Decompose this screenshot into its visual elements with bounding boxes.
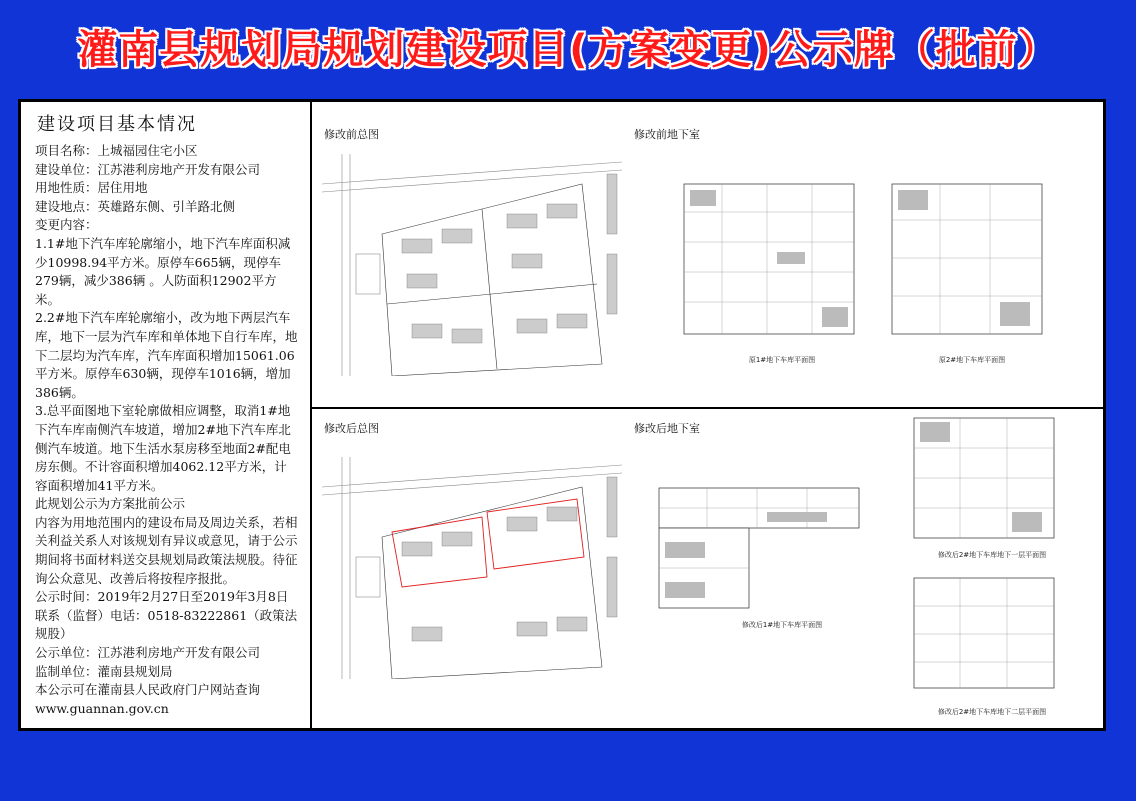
- info-line: 建设单位：江苏港利房地产开发有限公司: [35, 161, 261, 177]
- orig-basement-1-caption: 原1#地下车库平面图: [748, 356, 816, 364]
- section-divider: [312, 407, 1103, 409]
- page-title: 灌南县规划局规划建设项目(方案变更)公示牌（批前）: [77, 27, 1059, 73]
- info-line: 1.1#地下汽车库轮廓缩小，地下汽车库面积减少10998.94平方米。原停车665辆，现停车279辆，减少386辆 。人防面积12902平方米。: [35, 235, 291, 307]
- mod-basement-2-b1-caption: 修改后2#地下车库地下一层平面图: [937, 551, 1047, 559]
- info-line: 3.总平面图地下室轮廓做相应调整，取消1#地下汽车库南侧汽车坡道，增加2#地下汽车库北侧汽车坡道。地下生活水泵房移至地面2#配电房东侧。不计容面积增加4062.12平方米，计容面积增加41平方米。: [35, 403, 291, 493]
- orig-basement-1-plan: [682, 182, 862, 352]
- info-panel: [21, 102, 312, 728]
- info-line: 建设地点：英雄路东侧、引羊路北侧: [35, 198, 236, 214]
- before-site-plan: [322, 154, 630, 376]
- after-site-label: 修改后总图: [324, 422, 379, 435]
- mod-basement-1-caption: 修改后1#地下车库平面图: [741, 621, 823, 629]
- info-heading: 建设项目基本情况: [37, 114, 197, 135]
- before-site-label: 修改前总图: [324, 128, 379, 141]
- info-line: 公示时间：2019年2月27日至2019年3月8日: [35, 589, 289, 605]
- info-line: 变更内容：: [35, 217, 98, 233]
- info-line: 本公示可在灌南县人民政府门户网站查询: [35, 682, 261, 698]
- board-panel: [18, 99, 1106, 731]
- info-line: 此规划公示为方案批前公示: [35, 496, 186, 512]
- orig-basement-2-plan: [890, 182, 1050, 352]
- after-site-plan: [322, 457, 630, 679]
- info-line: 联系（监督）电话：0518-83222861（政策法规股）: [35, 607, 298, 642]
- info-line: 监制单位：灌南县规划局: [35, 663, 173, 679]
- info-line: 项目名称：上城福园住宅小区: [35, 143, 198, 158]
- info-line: www.guannan.gov.cn: [35, 700, 169, 716]
- orig-basement-2-caption: 原2#地下车库平面图: [938, 356, 1006, 364]
- mod-basement-2-b1-plan: [912, 412, 1072, 547]
- info-line: 公示单位：江苏港利房地产开发有限公司: [35, 645, 261, 661]
- info-line: 2.2#地下汽车库轮廓缩小，改为地下两层汽车库，地下一层为汽车库和单体地下自行车库，地下二层均为汽车库，汽车库面积增加15061.06平方米。原停车630辆，现停车1016辆，增加386辆。: [35, 310, 298, 400]
- drawings-panel: [312, 102, 1103, 728]
- mod-basement-2-b2-caption: 修改后2#地下车库地下二层平面图: [937, 708, 1047, 716]
- mod-basement-2-b2-plan: [912, 572, 1072, 697]
- before-basement-label: 修改前地下室: [634, 128, 700, 141]
- after-basement-label: 修改后地下室: [634, 422, 700, 435]
- info-line: 内容为用地范围内的建设布局及周边关系，若相关利益关系人对该规划有异议或意见，请于公示期间将书面材料送交县规划局政策法规股。待征询公众意见、改善后将按程序报批。: [35, 514, 298, 586]
- mod-basement-1-plan: [657, 482, 877, 622]
- info-line: 用地性质：居住用地: [35, 180, 148, 196]
